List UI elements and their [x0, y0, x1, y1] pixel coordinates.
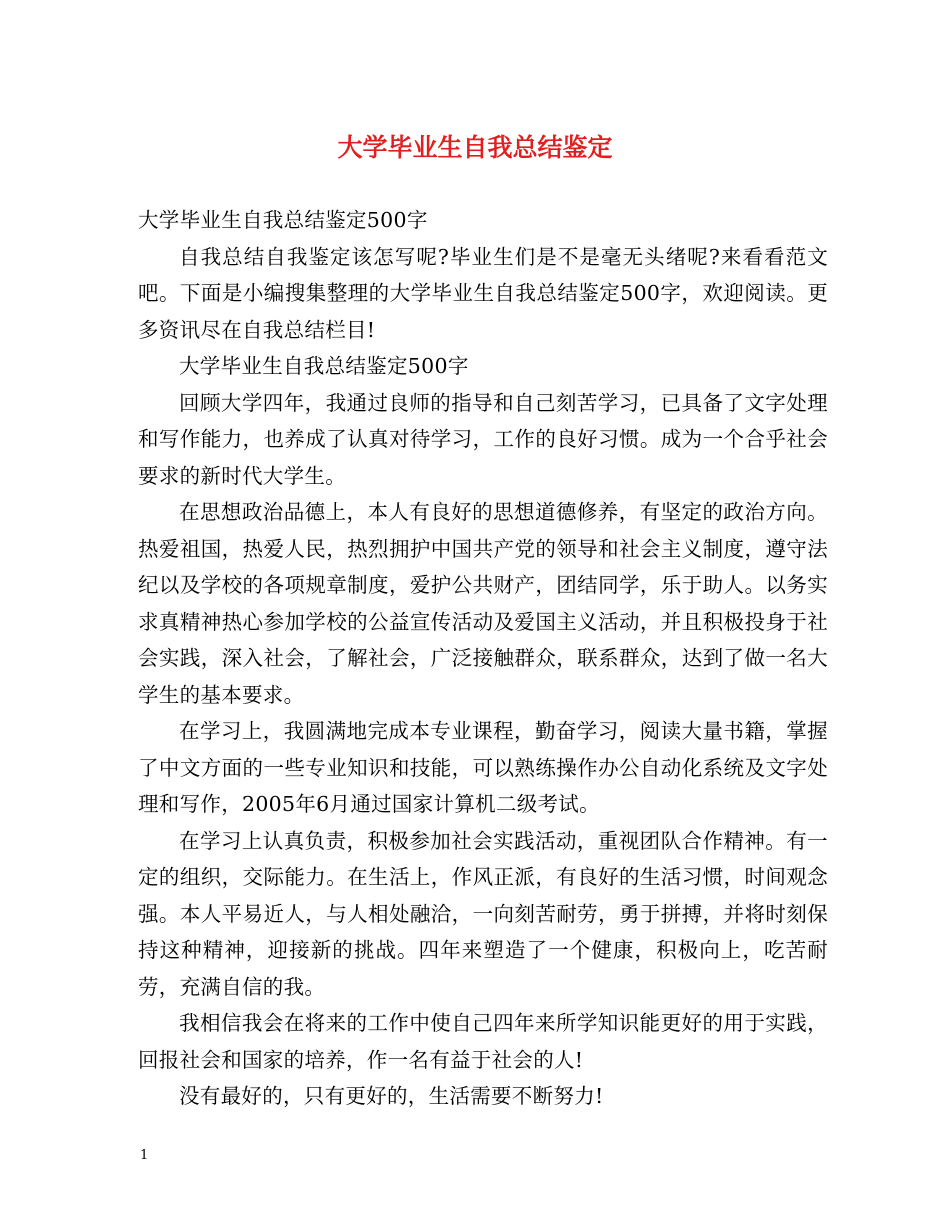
page-number: 1 [140, 1148, 149, 1163]
paragraph-study: 在学习上，我圆满地完成本专业课程，勤奋学习，阅读大量书籍，掌握了中文方面的一些专业知识和技能，可以熟练操作办公自动化系统及文字处理和写作，2005年6月通过国家计算机二级考试。 [138, 719, 828, 816]
document-subtitle: 大学毕业生自我总结鉴定500字 [138, 208, 428, 232]
document-body [138, 202, 828, 1115]
document-title: 大学毕业生自我总结鉴定 [337, 133, 613, 162]
paragraph-heading: 大学毕业生自我总结鉴定500字 [179, 354, 469, 378]
paragraph-closing: 没有最好的，只有更好的，生活需要不断努力! [179, 1084, 604, 1108]
paragraph-life: 在学习上认真负责，积极参加社会实践活动，重视团队合作精神。有一定的组织，交际能力。在生活上，作风正派，有良好的生活习惯，时间观念强。本人平易近人，与人相处融洽，一向刻苦耐劳，勇于拼搏，并将时刻保持这种精神，迎接新的挑战。四年来塑造了一个健康，积极向上，吃苦耐劳，充满自信的我。 [138, 828, 828, 999]
paragraph-political: 在思想政治品德上，本人有良好的思想道德修养，有坚定的政治方向。热爱祖国，热爱人民，热烈拥护中国共产党的领导和社会主义制度，遵守法纪以及学校的各项规章制度，爱护公共财产，团结同学，乐于助人。以务实求真精神热心参加学校的公益宣传活动及爱国主义活动，并且积极投身于社会实践，深入社会，了解社会，广泛接触群众，联系群众，达到了做一名大学生的基本要求。 [138, 500, 828, 707]
paragraph-review: 回顾大学四年，我通过良师的指导和自己刻苦学习，已具备了文字处理和写作能力，也养成了认真对待学习，工作的良好习惯。成为一个合乎社会要求的新时代大学生。 [138, 390, 828, 488]
paragraph-intro: 自我总结自我鉴定该怎写呢?毕业生们是不是毫无头绪呢?来看看范文吧。下面是小编搜集整理的大学毕业生自我总结鉴定500字，欢迎阅读。更多资讯尽在自我总结栏目! [138, 244, 828, 342]
paragraph-future: 我相信我会在将来的工作中使自己四年来所学知识能更好的用于实践，回报社会和国家的培养，作一名有益于社会的人! [138, 1011, 828, 1072]
